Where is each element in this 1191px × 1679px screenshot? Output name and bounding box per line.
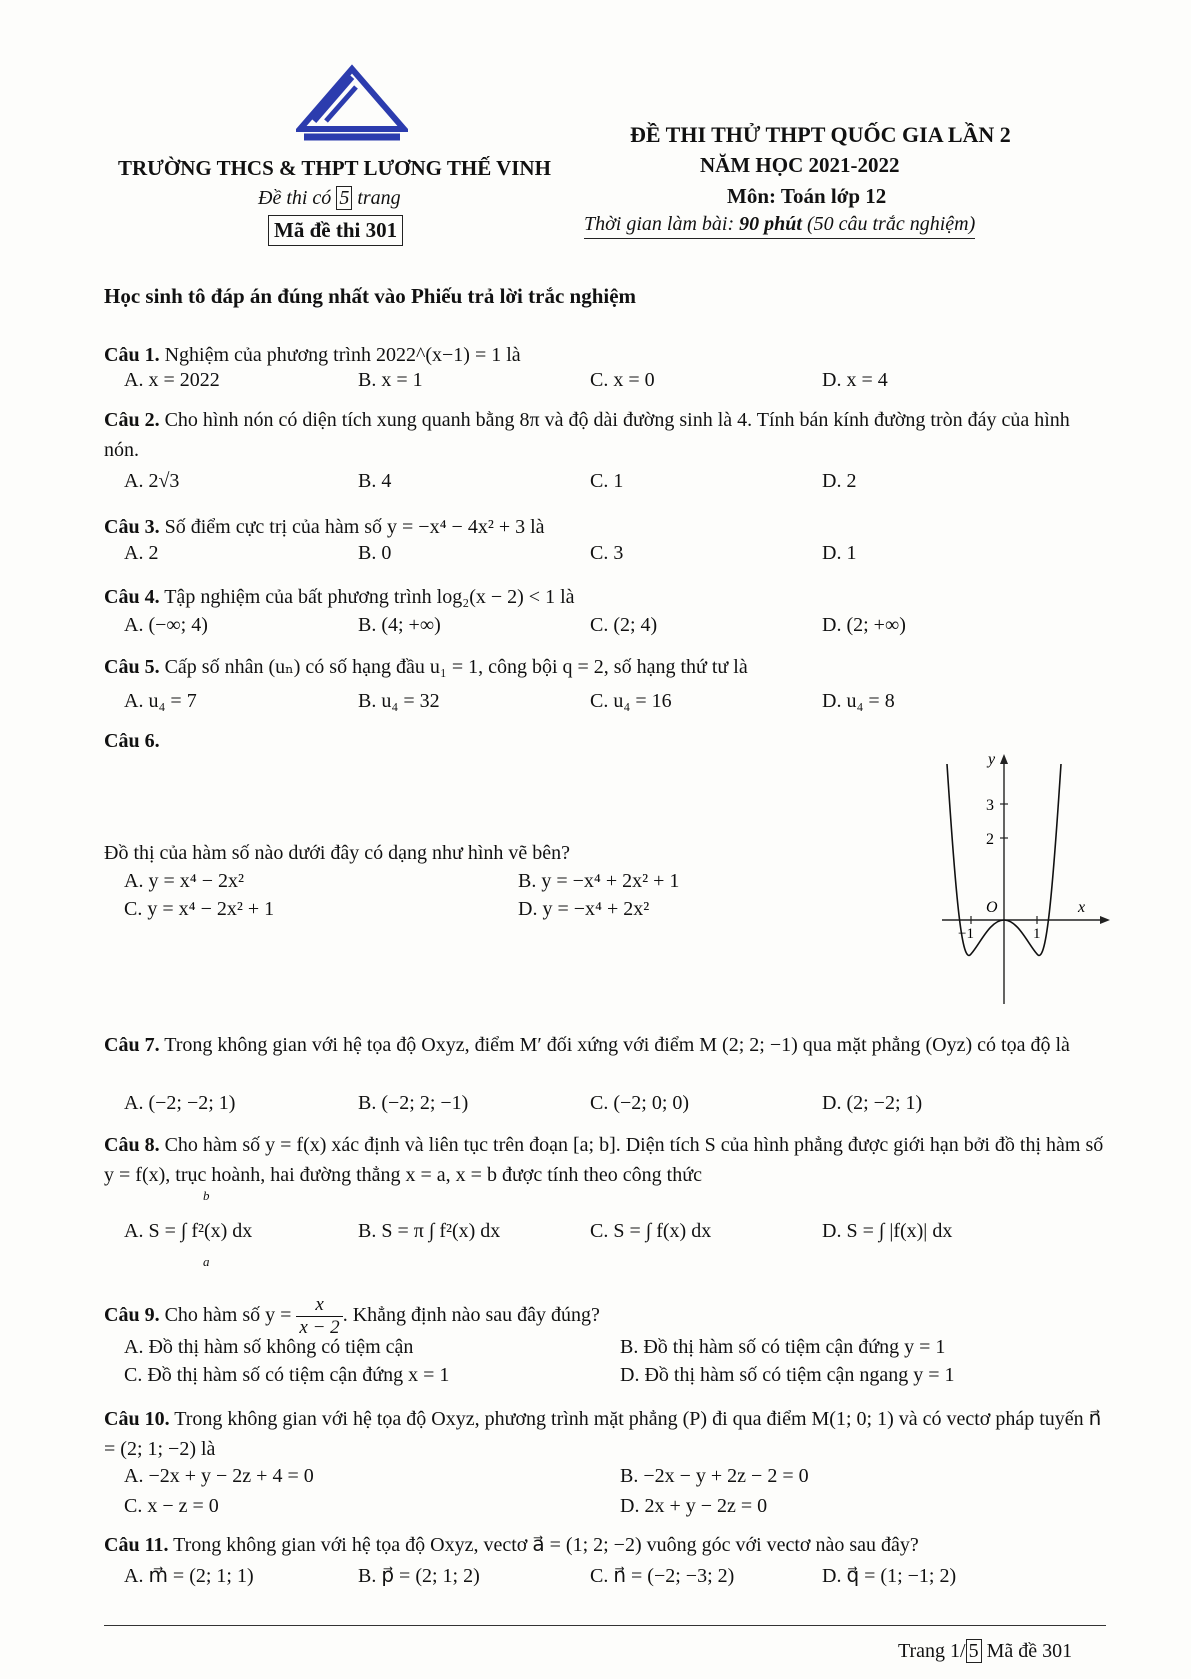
- q7-option-c[interactable]: C. (−2; 0; 0): [590, 1092, 690, 1114]
- q11-option-b[interactable]: B. p⃗ = (2; 1; 2): [358, 1565, 480, 1587]
- q9-option-b[interactable]: B. Đồ thị hàm số có tiệm cận đứng y = 1: [620, 1336, 946, 1358]
- graph-tick-y3: 3: [986, 797, 994, 814]
- q9-fraction-numerator: x: [296, 1294, 342, 1317]
- question-3: Câu 3. Số điểm cực trị của hàm số y = −x⁴ − 4x² + 3 là: [104, 516, 545, 538]
- q2-option-d[interactable]: D. 2: [822, 470, 857, 492]
- q7-option-b[interactable]: B. (−2; 2; −1): [358, 1092, 469, 1114]
- q8-option-d[interactable]: D. S = ∫ |f(x)| dx: [822, 1220, 953, 1242]
- q4-option-b[interactable]: B. (4; +∞): [358, 614, 441, 636]
- q10-option-d[interactable]: D. 2x + y − 2z = 0: [620, 1495, 768, 1517]
- q2-option-a[interactable]: A. 2√3: [124, 470, 180, 492]
- question-2: Câu 2. Cho hình nón có diện tích xung quanh bằng 8π và độ dài đường sinh là 4. Tính bán kính đường tròn đáy của hình nón.: [104, 409, 1070, 461]
- q5-option-a[interactable]: A. u₄ = 7: [124, 690, 197, 712]
- graph-tick-y2: 2: [986, 831, 994, 848]
- q6-option-d[interactable]: D. y = −x⁴ + 2x²: [518, 898, 650, 920]
- pages-info: Đề thi có 5 trang: [258, 187, 401, 209]
- q4-option-c[interactable]: C. (2; 4): [590, 614, 658, 636]
- q8-option-b[interactable]: B. S = π ∫ f²(x) dx: [358, 1220, 501, 1242]
- q4-option-d[interactable]: D. (2; +∞): [822, 614, 906, 636]
- q1-option-b[interactable]: B. x = 1: [358, 369, 423, 391]
- school-year: NĂM HỌC 2021-2022: [700, 153, 900, 177]
- q1-option-d[interactable]: D. x = 4: [822, 369, 888, 391]
- q1-option-c[interactable]: C. x = 0: [590, 369, 655, 391]
- q9-option-c[interactable]: C. Đồ thị hàm số có tiệm cận đứng x = 1: [124, 1364, 450, 1386]
- q6-option-c[interactable]: C. y = x⁴ − 2x² + 1: [124, 898, 275, 920]
- question-9: Câu 9. Cho hàm số y = $\frac{x}{x - 2}$ . Khẳng định nào sau đây đúng?: [104, 1294, 600, 1338]
- question-11: Câu 11. Trong không gian với hệ tọa độ Oxyz, vectơ a⃗ = (1; 2; −2) vuông góc với vectơ nào sau đây?: [104, 1534, 919, 1556]
- q9-option-d[interactable]: D. Đồ thị hàm số có tiệm cận ngang y = 1: [620, 1364, 955, 1386]
- school-name: TRƯỜNG THCS & THPT LƯƠNG THẾ VINH: [118, 156, 551, 180]
- q2-option-c[interactable]: C. 1: [590, 470, 624, 492]
- q9-fraction-denominator: x − 2: [299, 1317, 340, 1338]
- exam-title: ĐỀ THI THỬ THPT QUỐC GIA LẦN 2: [630, 122, 1011, 147]
- q10-option-b[interactable]: B. −2x − y + 2z − 2 = 0: [620, 1465, 809, 1487]
- q8-option-a[interactable]: A. S = ∫ f²(x) dx: [124, 1220, 253, 1242]
- footer-divider: [104, 1625, 1106, 1626]
- q5-option-d[interactable]: D. u₄ = 8: [822, 690, 895, 712]
- q6-function-graph: [938, 752, 1110, 1010]
- q3-option-d[interactable]: D. 1: [822, 542, 857, 564]
- time-info: Thời gian làm bài: 90 phút (50 câu trắc nghiệm): [584, 213, 975, 239]
- footer-page-total: 5: [966, 1639, 982, 1663]
- q7-option-a[interactable]: A. (−2; −2; 1): [124, 1092, 236, 1114]
- q8-limit-upper: b: [203, 1188, 210, 1203]
- question-8: Câu 8. Cho hàm số y = f(x) xác định và liên tục trên đoạn [a; b]. Diện tích S của hình phẳng được giới hạn bởi đồ thị hàm số y = f(x), trục hoành, hai đường thẳng x = a, x = b được tính theo công thức: [104, 1134, 1104, 1186]
- q11-option-a[interactable]: A. m⃗ = (2; 1; 1): [124, 1565, 254, 1587]
- graph-x-label: x: [1078, 899, 1086, 916]
- school-logo: [296, 63, 408, 143]
- q3-option-b[interactable]: B. 0: [358, 542, 392, 564]
- graph-tick-x-neg1: −1: [958, 926, 974, 942]
- q10-option-c[interactable]: C. x − z = 0: [124, 1495, 219, 1517]
- instruction: Học sinh tô đáp án đúng nhất vào Phiếu trả lời trắc nghiệm: [104, 284, 637, 308]
- q7-option-d[interactable]: D. (2; −2; 1): [822, 1092, 923, 1114]
- page-footer: Trang 1/ 5 Mã đề 301: [898, 1640, 1073, 1662]
- q1-option-a[interactable]: A. x = 2022: [124, 369, 220, 391]
- question-6-number: Câu 6.: [104, 730, 160, 752]
- q11-option-c[interactable]: C. n⃗ = (−2; −3; 2): [590, 1565, 735, 1587]
- q6-option-a[interactable]: A. y = x⁴ − 2x²: [124, 870, 244, 892]
- question-4: Câu 4. Tập nghiệm của bất phương trình log₂(x − 2) < 1 là: [104, 586, 575, 608]
- exam-code-box: Mã đề thi 301: [268, 215, 403, 246]
- q5-option-c[interactable]: C. u₄ = 16: [590, 690, 672, 712]
- graph-y-label: y: [988, 752, 996, 768]
- q2-option-b[interactable]: B. 4: [358, 470, 392, 492]
- question-5: Câu 5. Cấp số nhân (uₙ) có số hạng đầu u₁ = 1, công bội q = 2, số hạng thứ tư là: [104, 656, 748, 678]
- q4-option-a[interactable]: A. (−∞; 4): [124, 614, 208, 636]
- q10-option-a[interactable]: A. −2x + y − 2z + 4 = 0: [124, 1465, 314, 1487]
- question-1: Câu 1. Nghiệm của phương trình 2022^(x−1) = 1 là: [104, 344, 521, 366]
- q9-option-a[interactable]: A. Đồ thị hàm số không có tiệm cận: [124, 1336, 414, 1358]
- q6-option-b[interactable]: B. y = −x⁴ + 2x² + 1: [518, 870, 680, 892]
- q11-option-d[interactable]: D. q⃗ = (1; −1; 2): [822, 1565, 957, 1587]
- subject: Môn: Toán lớp 12: [727, 184, 887, 208]
- q3-option-c[interactable]: C. 3: [590, 542, 624, 564]
- graph-origin-label: O: [986, 899, 998, 916]
- graph-tick-x1: 1: [1033, 926, 1041, 942]
- question-7: Câu 7. Trong không gian với hệ tọa độ Oxyz, điểm M′ đối xứng với điểm M (2; 2; −1) qua mặt phẳng (Oyz) có tọa độ là: [104, 1034, 1070, 1056]
- pages-count: 5: [336, 186, 352, 210]
- q8-limit-lower: a: [203, 1254, 210, 1269]
- question-10: Câu 10. Trong không gian với hệ tọa độ Oxyz, phương trình mặt phẳng (P) đi qua điểm M(1; 0; 1) và có vectơ pháp tuyến n⃗ = (2; 1; −2) là: [104, 1408, 1102, 1460]
- q8-option-c[interactable]: C. S = ∫ f(x) dx: [590, 1220, 712, 1242]
- q5-option-b[interactable]: B. u₄ = 32: [358, 690, 440, 712]
- question-6: Đồ thị của hàm số nào dưới đây có dạng như hình vẽ bên?: [104, 842, 571, 864]
- q3-option-a[interactable]: A. 2: [124, 542, 159, 564]
